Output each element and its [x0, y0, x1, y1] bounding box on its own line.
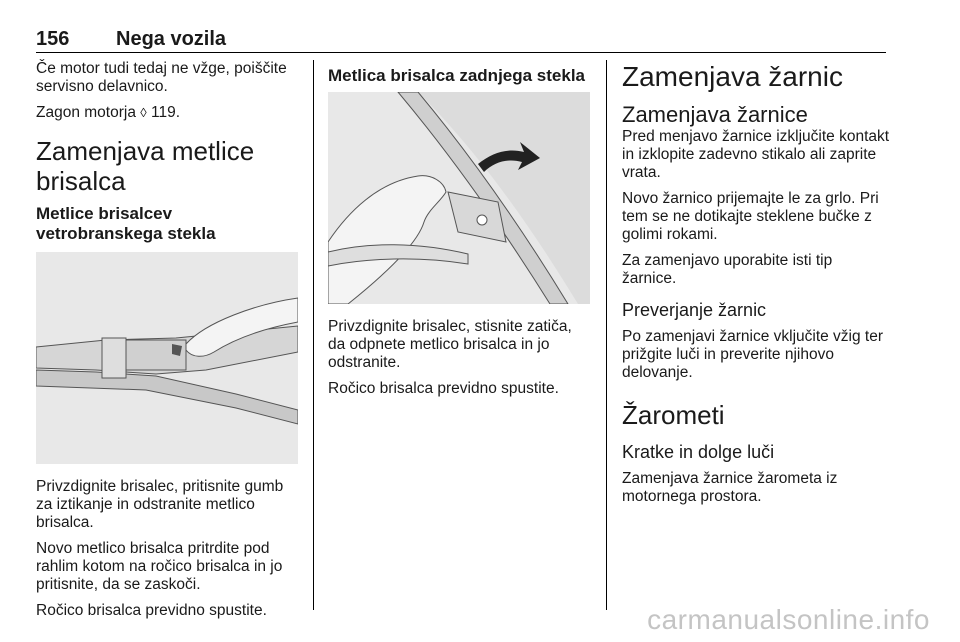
page-number: 156 [36, 28, 70, 50]
subsection-title-bulb-replacement: Zamenjava žarnice [622, 102, 808, 127]
rear-wiper-figure [328, 92, 590, 304]
page-header [36, 28, 886, 53]
rear-wiper-step-1: Privzdignite brisalec, stisnite zatiča, da odpnete metlico brisalca in jo odstranite. [328, 318, 572, 371]
section-title-headlights: Žarometi [622, 400, 725, 430]
column-divider-1 [313, 60, 314, 610]
reference-text: Zagon motorja [36, 104, 136, 121]
reference-page: 119. [151, 104, 181, 121]
subsection-title-rear-wiper: Metlica brisalca zadnjega stekla [328, 66, 586, 85]
section-title-bulb-replacement: Zamenjava žarnic [622, 61, 843, 92]
front-wiper-step-3: Ročico brisalca previdno spustite. [36, 602, 267, 619]
chapter-title: Nega vozila [116, 28, 227, 50]
section-title-wiper-blade: Zamenjava metlice brisalca [36, 136, 255, 196]
front-wiper-figure [36, 252, 298, 464]
front-wiper-step-1: Privzdignite brisalec, pritisnite gumb za iztikanje in odstranite metlico brisalca. [36, 478, 284, 531]
page-reference-icon: ◊ [140, 105, 147, 120]
column-divider-2 [606, 60, 607, 610]
rear-wiper-step-2: Ročico brisalca previdno spustite. [328, 380, 559, 397]
bulb-paragraph-3: Za zamenjavo uporabite isti tip žarnice. [622, 252, 833, 287]
subsection-title-low-high-beam: Kratke in dolge luči [622, 442, 775, 462]
bulb-paragraph-1: Pred menjavo žarnice izklјučite kontakt in izklopite zadevno stikalo ali zaprite vrata. [622, 128, 890, 181]
wiper-blade-removal-front-icon [36, 252, 298, 464]
intro-paragraph: Če motor tudi tedaj ne vžge, poiščite servisno delavnico. [36, 60, 287, 95]
wiper-blade-removal-rear-icon [328, 92, 590, 304]
column-2 [328, 60, 590, 406]
column-1 [36, 60, 300, 628]
headlight-paragraph: Zamenjava žarnice žarometa iz motornega prostora. [622, 470, 838, 505]
bulb-paragraph-2: Novo žarnico prijemajte le za grlo. Pri tem se ne dotikajte steklene bučke z golimi rokami. [622, 190, 879, 243]
subsection-title-bulb-check: Preverjanje žarnic [622, 300, 767, 320]
bulb-paragraph-4: Po zamenjavi žarnice vklјučite vžig ter prižgite luči in preverite njihovo delovanje. [622, 328, 884, 381]
watermark: carmanualsonline.info [647, 604, 930, 635]
cross-reference [36, 104, 300, 122]
front-wiper-step-2: Novo metlico brisalca pritrdite pod rahlim kotom na ročico brisalca in jo pritisnite, da se zaskoči. [36, 540, 283, 593]
subsection-title-front-wiper: Metlice brisalcev vetrobranskega stekla [36, 204, 216, 243]
column-3 [622, 60, 890, 514]
